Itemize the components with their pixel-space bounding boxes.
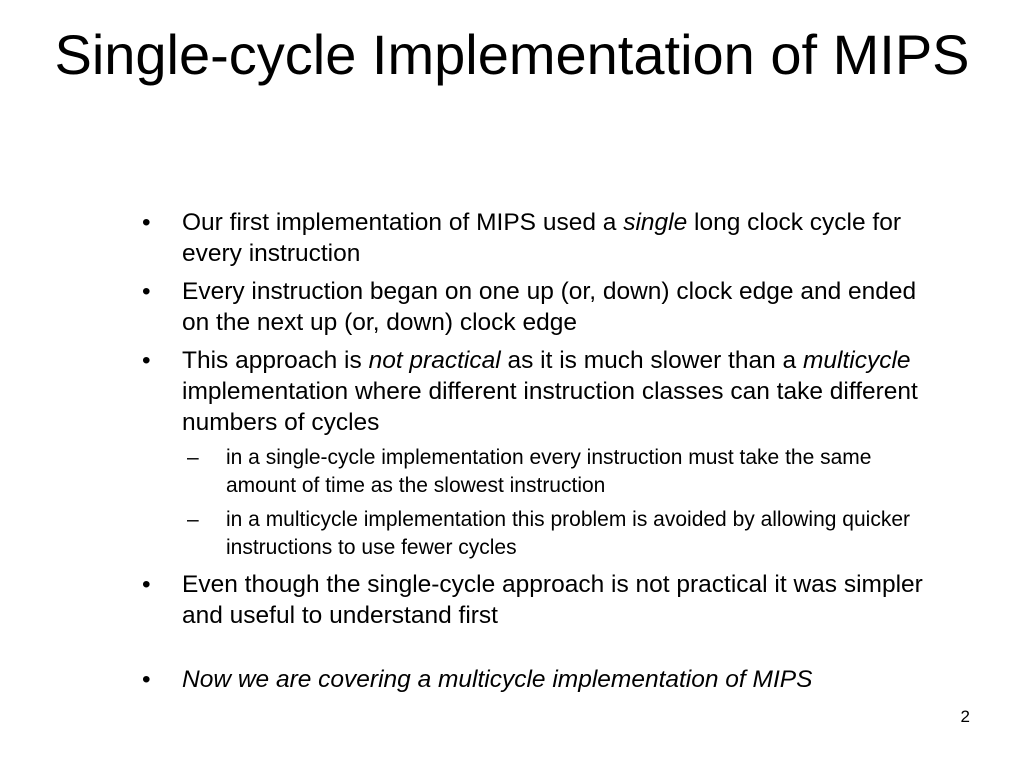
sub-bullet-item [187,506,930,562]
bullet-marker: • [142,347,151,374]
bullet-item [140,345,930,438]
bullet-item [140,207,930,269]
sub-bullet-text: in a single-cycle implementation every instruction must take the same amount of time as the slowest instruction [226,446,872,497]
bullet-text: as it is much slower than a [500,347,803,374]
emphasis-text: single [623,209,688,236]
bullet-item [140,664,930,695]
sub-bullet-item [187,444,930,500]
bullet-marker: • [142,666,151,693]
bullet-marker: • [142,209,151,236]
bullet-text: Even though the single-cycle approach is not practical it was simpler and useful to understand first [182,571,923,629]
emphasis-text: not practical [368,347,501,374]
emphasis-text: Now we are covering a multicycle implementation of MIPS [182,666,813,693]
bullet-text: Every instruction began on one up (or, down) clock edge and ended on the next up (or, down) clock edge [182,278,917,336]
bullet-text: Our first implementation of MIPS used a [182,209,624,236]
bullet-text: This approach is [182,347,369,374]
bullet-marker: • [142,571,151,598]
dash-marker: – [187,508,199,531]
page-number: 2 [960,707,970,726]
sub-bullet-text: in a multicycle implementation this problem is avoided by allowing quicker instructions to use fewer cycles [226,508,910,559]
dash-marker: – [187,446,199,469]
bullet-item [140,276,930,338]
bullet-marker: • [142,278,151,305]
bullet-text: implementation where different instruction classes can take different numbers of cycles [182,378,918,436]
bullet-text: long clock cycle for every instruction [182,209,901,267]
slide-body [140,207,930,695]
bullet-item [140,569,930,631]
slide-title: Single-cycle Implementation of MIPS [54,23,970,86]
emphasis-text: multicycle [802,347,911,374]
